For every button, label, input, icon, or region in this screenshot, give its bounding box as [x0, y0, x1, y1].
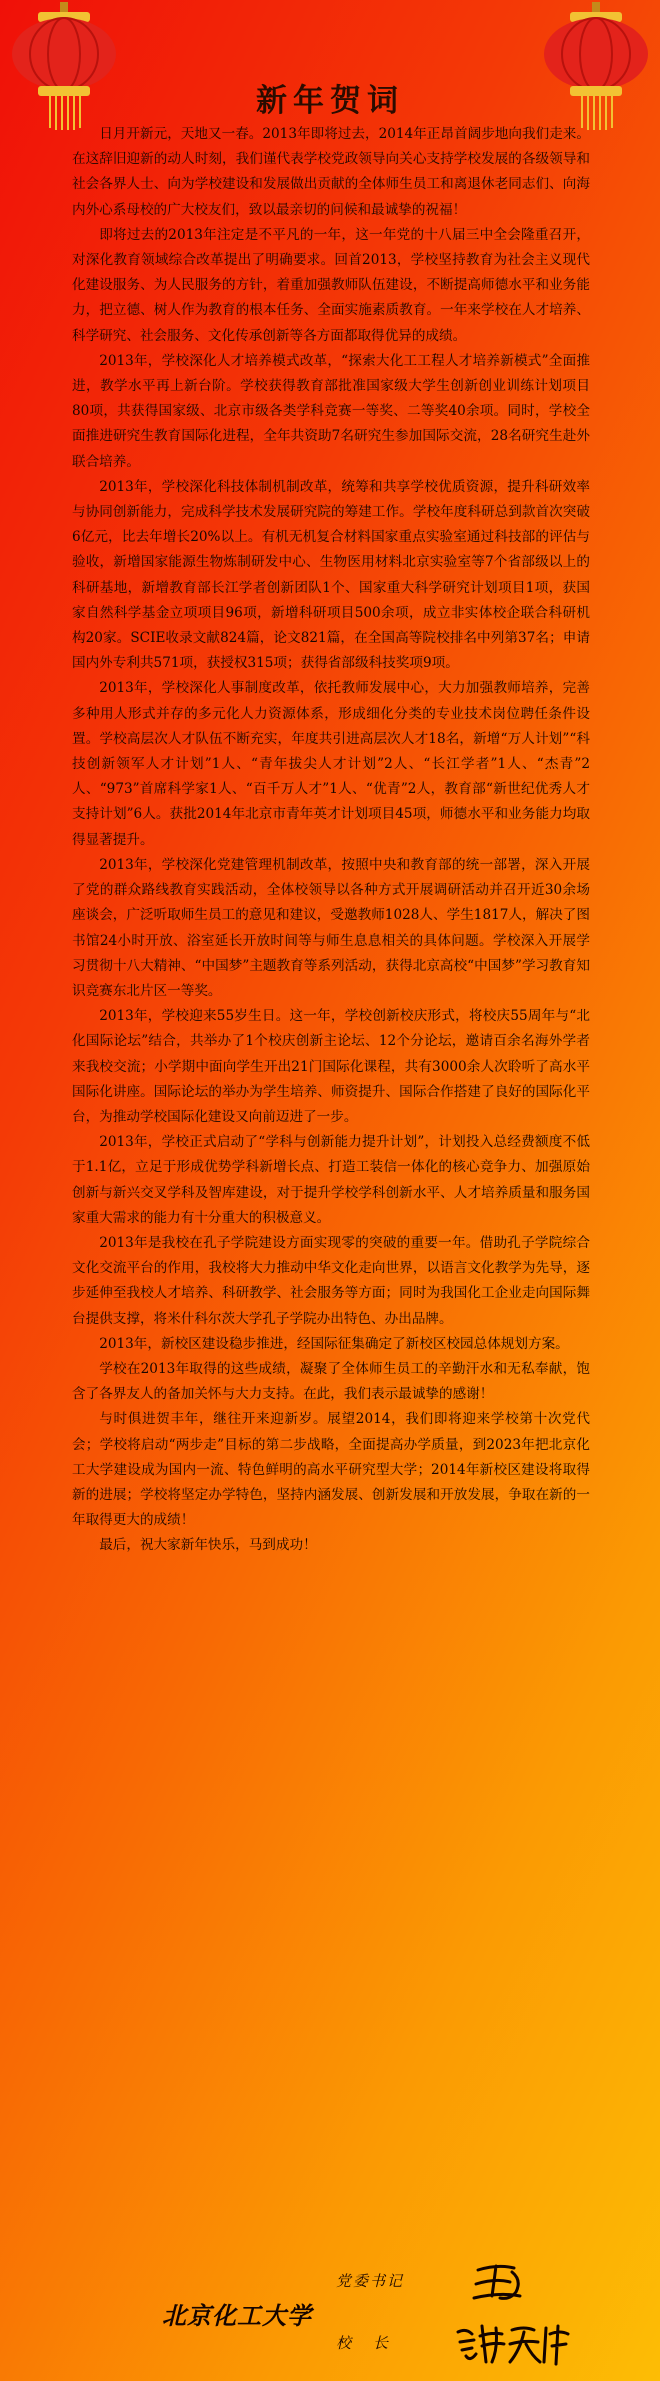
- greeting-body: [72, 122, 590, 1559]
- paragraph-new-campus: 2013年，新校区建设稳步推进，经国际征集确定了新校区校园总体规划方案。: [99, 1335, 569, 1352]
- party-secretary-signature: [470, 2258, 530, 2304]
- paragraph-research: 2013年，学校深化科技体制机制改革，统筹和共享学校优质资源，提升科研效率与协同创新能力，完成科学技术发展研究院的筹建工作。学校年度科研总到款首次突破6亿元，比去年增长20%以上。有机无机复合材料国家重点实验室通过科技部的评估与验收，新增国家能源生物炼制研发中心、生物医用材料北京实验室等7个省部级以上的科研基地，新增教育部长江学者创新团队1个、国家重大科学研究计划项目1项，获国家自然科学基金立项项目96项，新增科研项目500余项，成立非实体校企联合科研机构20家。SCIE收录文献824篇，论文821篇，在全国高等院校排名中列第37名；申请国内外专利共571项，获授权315项；获得省部级科技奖项9项。: [72, 478, 590, 672]
- paragraph-opening: 日月开新元，天地又一春。2013年即将过去，2014年正昂首阔步地向我们走来。在这辞旧迎新的动人时刻，我们谨代表学校党政领导向关心支持学校发展的各级领导和社会各界人士、向为学校建设和发展做出贡献的全体师生员工和离退休老同志们、向海内外心系母校的广大校友们，致以最亲切的问候和最诚挚的祝福！: [72, 126, 590, 218]
- role-president: 校长: [336, 2334, 411, 2352]
- paragraph-party-building: 2013年，学校深化党建管理机制改革，按照中央和教育部的统一部署，深入开展了党的群众路线教育实践活动，全体校领导以各种方式开展调研活动并召开近30余场座谈会，广泛听取师生员工的意见和建议，受邀教师1028人、学生1817人，解决了图书馆24小时开放、浴室延长开放时间等与师生息息相关的具体问题。学校深入开展学习贯彻十八大精神、“中国梦”主题教育等系列活动，获得北京高校“中国梦”学习教育知识竞赛东北片区一等奖。: [72, 856, 590, 999]
- president-signature: [452, 2318, 572, 2368]
- paragraph-personnel: 2013年，学校深化人事制度改革，依托教师发展中心，大力加强教师培养，完善多种用人形式并存的多元化人力资源体系，形成细化分类的专业技术岗位聘任条件设置。学校高层次人才队伍不断充实，年度共引进高层次人才18名，新增“万人计划”“科技创新领军人才计划”1人、“青年拔尖人才计划”2人、“长江学者”1人、“杰青”2人、“973”首席科学家1人、“百千万人才”1人、“优青”2人，教育部“新世纪优秀人才支持计划”6人。获批2014年北京市青年英才计划项目45项，师德水平和业务能力均取得显著提升。: [72, 680, 590, 848]
- paragraph-discipline-plan: 2013年，学校正式启动了“学科与创新能力提升计划”，计划投入总经费额度不低于1.1亿，立足于形成优势学科新增长点、打造工装信一体化的核心竞争力、加强原始创新与新兴交叉学科及智库建设，对于提升学校学科创新水平、人才培养质量和服务国家重大需求的能力有十分重大的积极意义。: [72, 1134, 590, 1226]
- paragraph-outlook: 与时俱进贺丰年，继往开来迎新岁。展望2014，我们即将迎来学校第十次党代会；学校将启动“两步走”目标的第二步战略，全面提高办学质量，到2023年把北京化工大学建设成为国内一流、特色鲜明的高水平研究型大学；2014年新校区建设将取得新的进展；学校将坚定办学特色，坚持内涵发展、创新发展和开放发展，争取在新的一年取得更大的成绩！: [72, 1411, 590, 1529]
- paragraph-anniversary: 2013年，学校迎来55岁生日。这一年，学校创新校庆形式，将校庆55周年与“北化国际论坛”结合，共举办了1个校庆创新主论坛、12个分论坛，邀请百余名海外学者来我校交流；小学期中面向学生开出21门国际化课程，共有3000余人次聆听了高水平国际化讲座。国际论坛的举办为学生培养、师资提升、国际合作搭建了良好的国际化平台，为推动学校国际化建设又向前迈进了一步。: [72, 1008, 590, 1125]
- paragraph-closing: 最后，祝大家新年快乐，马到成功！: [99, 1537, 317, 1554]
- paragraph-overview: 即将过去的2013年注定是不平凡的一年，这一年党的十八届三中全会隆重召开，对深化教育领域综合改革提出了明确要求。回首2013，学校坚持教育为社会主义现代化建设服务、为人民服务的方针，着重加强教师队伍建设，不断提高师德水平和业务能力，把立德、树人作为教育的根本任务、全面实施素质教育。一年来学校在人才培养、科学研究、社会服务、文化传承创新等各方面都取得优异的成绩。: [72, 226, 590, 344]
- role-party-secretary: 党委书记: [336, 2272, 405, 2290]
- university-name: 北京化工大学: [162, 2301, 312, 2330]
- signature-block: [0, 2260, 660, 2380]
- paragraph-thanks: 学校在2013年取得的这些成绩，凝聚了全体师生员工的辛勤汗水和无私奉献，饱含了各界友人的备加关怀与大力支持。在此，我们表示最诚挚的感谢！: [72, 1360, 590, 1403]
- paragraph-talent-training: 2013年，学校深化人才培养模式改革，“探索大化工工程人才培养新模式”全面推进，教学水平再上新台阶。学校获得教育部批准国家级大学生创新创业训练计划项目80项，共获得国家级、北京市级各类学科竞赛一等奖、二等奖40余项。同时，学校全面推进研究生教育国际化进程，全年共资助7名研究生参加国际交流，28名研究生赴外联合培养。: [72, 352, 590, 470]
- paragraph-confucius-institute: 2013年是我校在孔子学院建设方面实现零的突破的重要一年。借助孔子学院综合文化交流平台的作用，我校将大力推动中华文化走向世界，以语言文化教学为先导，逐步延伸至我校人才培养、科研教学、社会服务等方面；同时为我国化工企业走向国际舞台提供支撑，将米什科尔茨大学孔子学院办出特色、办出品牌。: [72, 1234, 590, 1327]
- page-title: 新年贺词: [256, 82, 404, 119]
